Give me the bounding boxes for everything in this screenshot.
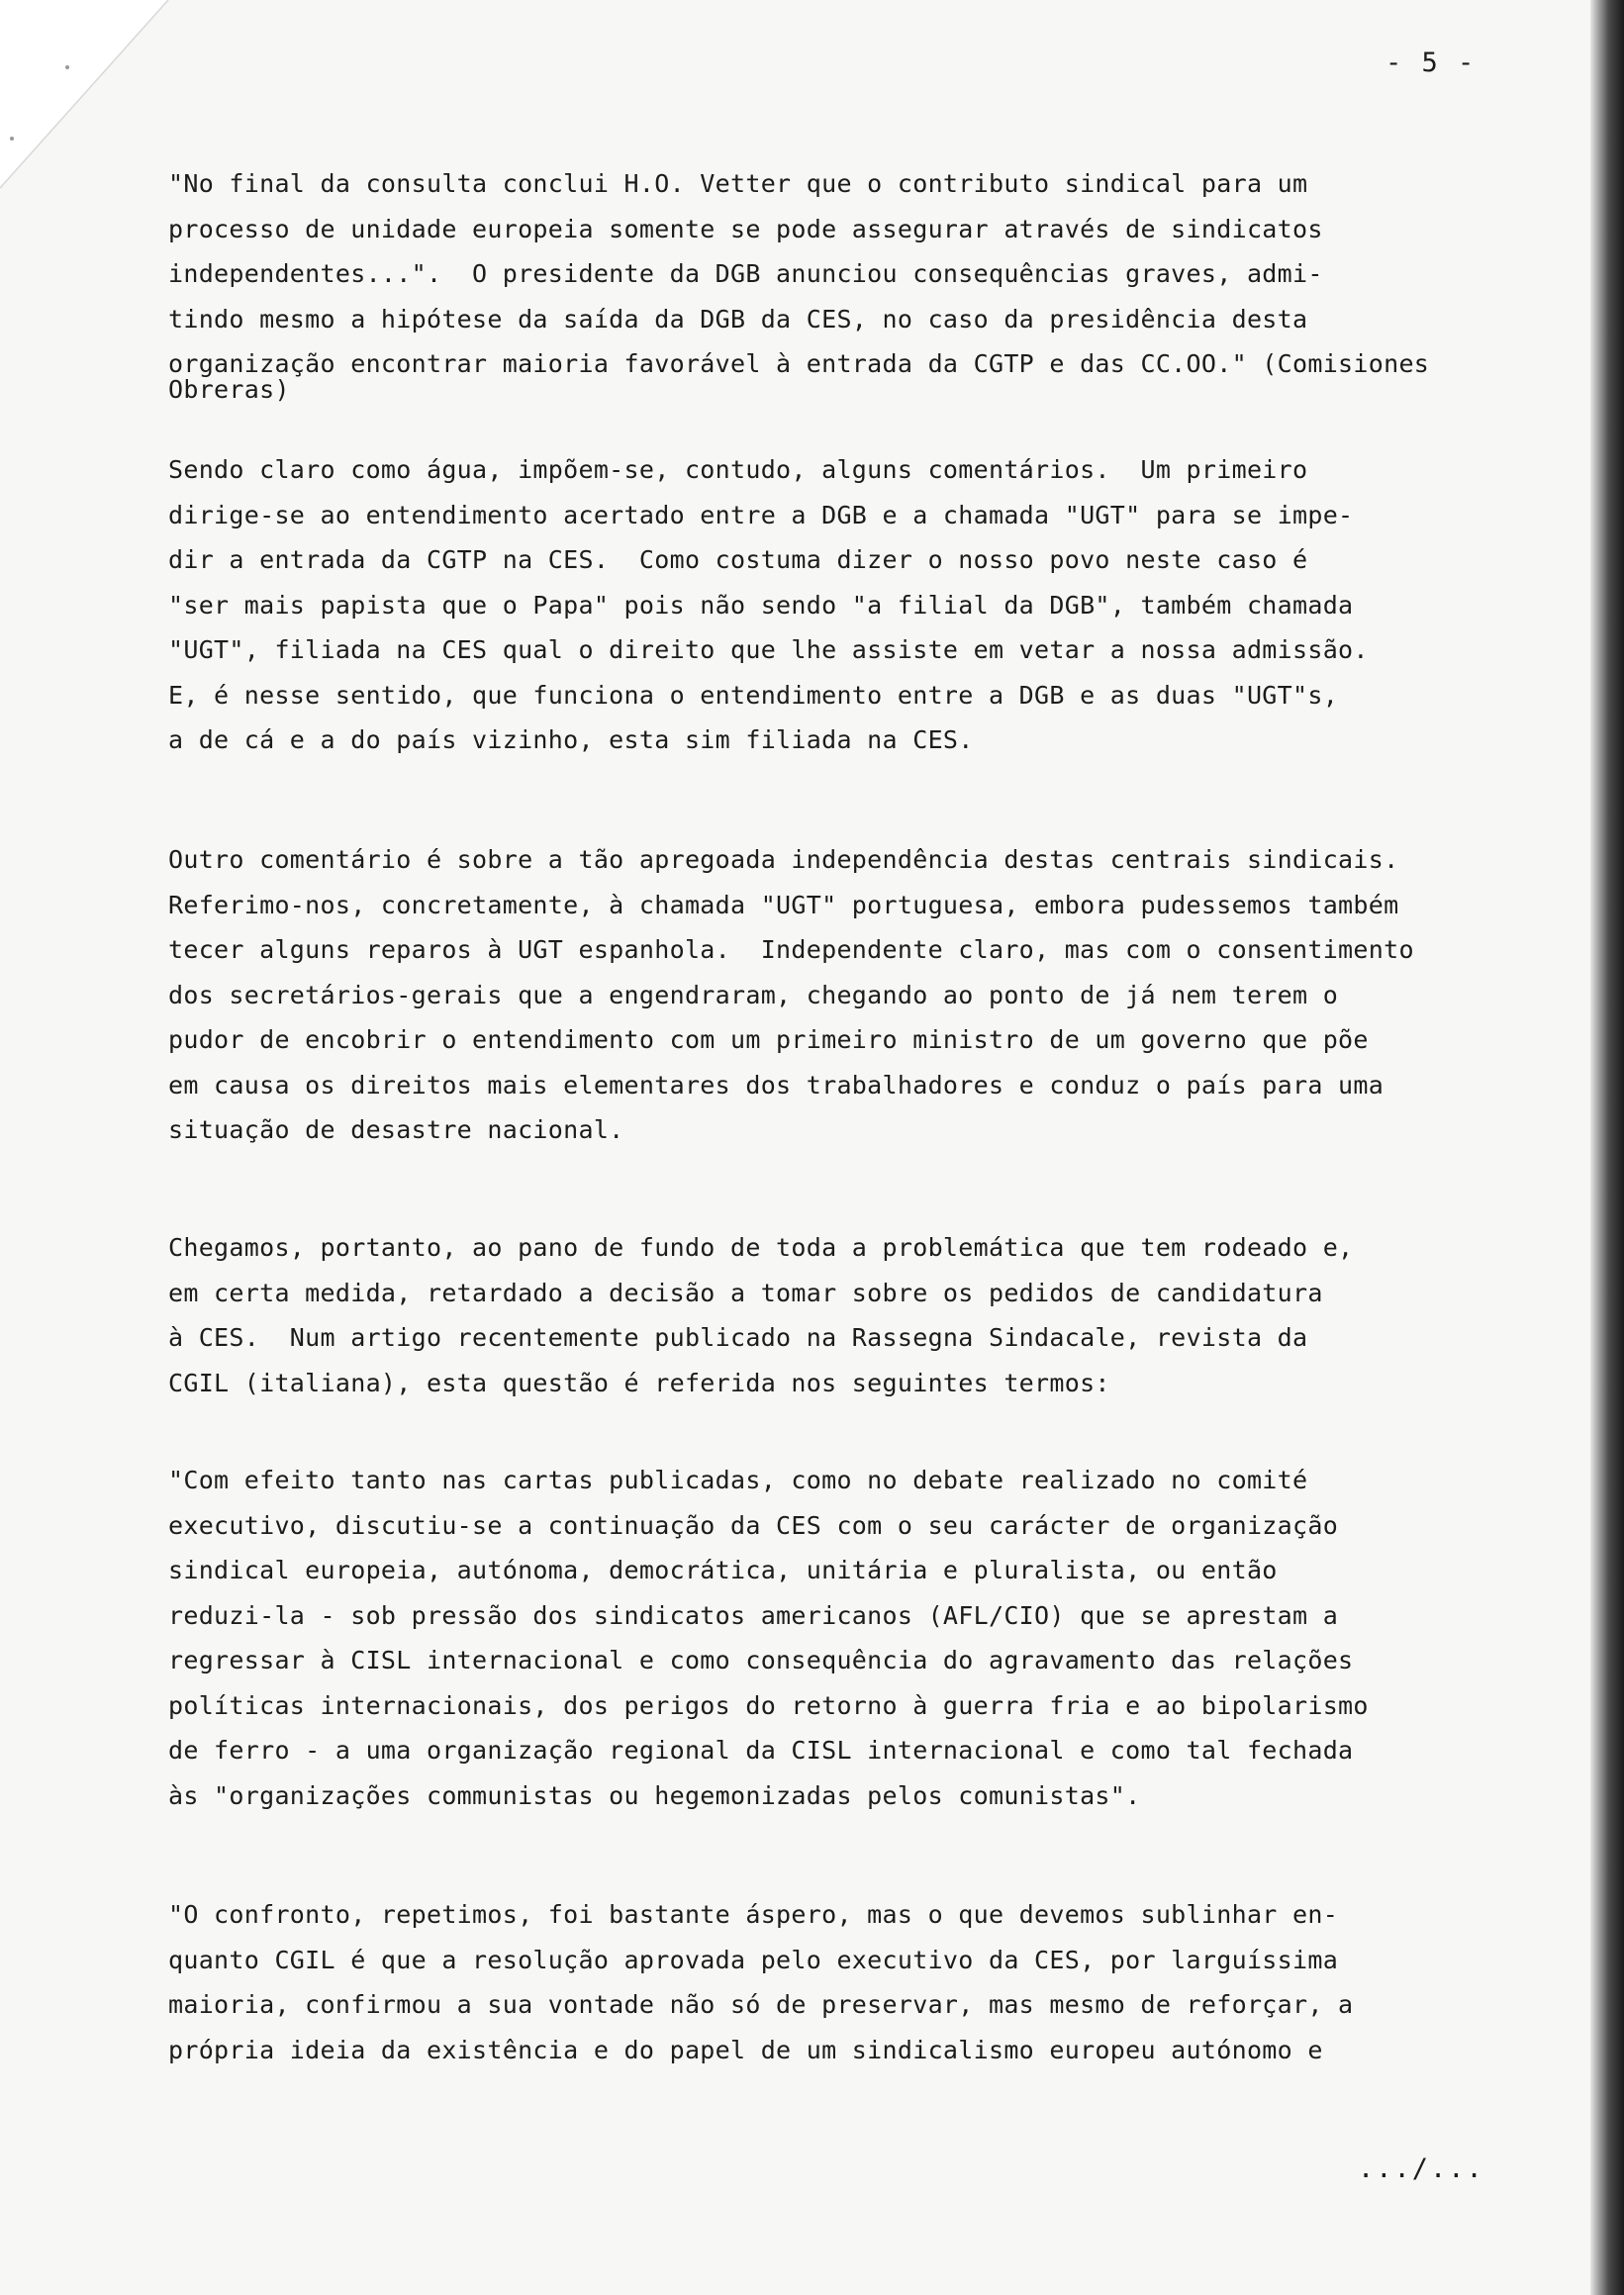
text-line: Obreras) bbox=[168, 375, 290, 404]
text-line: dir a entrada da CGTP na CES. Como costuma dizer o nosso povo neste caso é bbox=[168, 545, 1308, 574]
text-line: pudor de encobrir o entendimento com um primeiro ministro de um governo que põe bbox=[168, 1025, 1369, 1054]
text-line: dos secretários-gerais que a engendraram, chegando ao ponto de já nem terem o bbox=[168, 980, 1339, 1009]
text-line: "Com efeito tanto nas cartas publicadas, como no debate realizado no comité bbox=[168, 1466, 1308, 1494]
text-line: "No final da consulta conclui H.O. Vetter que o contributo sindical para um bbox=[168, 169, 1308, 198]
text-line: sindical europeia, autónoma, democrática, unitária e pluralista, ou então bbox=[168, 1556, 1278, 1584]
text-line: em causa os direitos mais elementares dos trabalhadores e conduz o país para uma bbox=[168, 1070, 1385, 1100]
continuation-marker: .../... bbox=[1358, 2153, 1484, 2184]
paragraph-3 bbox=[168, 837, 1544, 1153]
text-line: organização encontrar maioria favorável à entrada da CGTP e das CC.OO." (Comisiones bbox=[168, 349, 1430, 378]
text-line: E, é nesse sentido, que funciona o entendimento entre a DGB e as duas "UGT"s, bbox=[168, 680, 1339, 710]
text-line: "UGT", filiada na CES qual o direito que lhe assiste em vetar a nossa admissão. bbox=[168, 635, 1369, 664]
text-line: dirige-se ao entendimento acertado entre a DGB e a chamada "UGT" para se impe- bbox=[168, 500, 1354, 529]
paragraph-4 bbox=[168, 1225, 1544, 1405]
text-line: própria ideia da existência e do papel de um sindicalismo europeu autónomo e bbox=[168, 2035, 1323, 2064]
text-line: tindo mesmo a hipótese da saída da DGB da CES, no caso da presidência desta bbox=[168, 304, 1308, 334]
page-number: - 5 - bbox=[1385, 48, 1477, 78]
text-line: CGIL (italiana), esta questão é referida nos seguintes termos: bbox=[168, 1368, 1110, 1397]
text-line: em certa medida, retardado a decisão a tomar sobre os pedidos de candidatura bbox=[168, 1278, 1323, 1307]
text-line: Referimo-nos, concretamente, à chamada "UGT" portuguesa, embora pudessemos também bbox=[168, 890, 1399, 919]
text-line: Outro comentário é sobre a tão apregoada independência destas centrais sindicais. bbox=[168, 845, 1399, 874]
text-line: situação de desastre nacional. bbox=[168, 1115, 624, 1144]
text-line: "O confronto, repetimos, foi bastante áspero, mas o que devemos sublinhar en- bbox=[168, 1900, 1339, 1929]
text-line: tecer alguns reparos à UGT espanhola. Independente claro, mas com o consentimento bbox=[168, 935, 1414, 964]
text-line: quanto CGIL é que a resolução aprovada pelo executivo da CES, por larguíssima bbox=[168, 1945, 1339, 1974]
text-line: políticas internacionais, dos perigos do retorno à guerra fria e ao bipolarismo bbox=[168, 1690, 1369, 1720]
text-line: às "organizações communistas ou hegemonizadas pelos comunistas". bbox=[168, 1780, 1141, 1810]
paragraph-5 bbox=[168, 1458, 1544, 1818]
text-line: processo de unidade europeia somente se pode assegurar através de sindicatos bbox=[168, 214, 1323, 243]
text-line: reduzi-la - sob pressão dos sindicatos americanos (AFL/CIO) que se aprestam a bbox=[168, 1600, 1339, 1630]
text-line: de ferro - a uma organização regional da CISL internacional e como tal fechada bbox=[168, 1736, 1354, 1765]
text-line: a de cá e a do país vizinho, esta sim filiada na CES. bbox=[168, 725, 974, 754]
text-line: independentes...". O presidente da DGB anunciou consequências graves, admi- bbox=[168, 259, 1323, 288]
text-line: Sendo claro como água, impõem-se, contudo, alguns comentários. Um primeiro bbox=[168, 455, 1308, 484]
text-line: à CES. Num artigo recentemente publicado na Rassegna Sindacale, revista da bbox=[168, 1323, 1308, 1352]
text-line: regressar à CISL internacional e como consequência do agravamento das relações bbox=[168, 1646, 1354, 1674]
text-line: maioria, confirmou a sua vontade não só de preservar, mas mesmo de reforçar, a bbox=[168, 1990, 1354, 2019]
paragraph-1 bbox=[168, 161, 1544, 403]
text-line: Chegamos, portanto, ao pano de fundo de toda a problemática que tem rodeado e, bbox=[168, 1233, 1354, 1262]
text-line: "ser mais papista que o Papa" pois não sendo "a filial da DGB", também chamada bbox=[168, 590, 1354, 620]
paragraph-2 bbox=[168, 447, 1544, 763]
paragraph-6 bbox=[168, 1892, 1544, 2072]
scanned-page-edge bbox=[1590, 0, 1624, 2295]
text-line: executivo, discutiu-se a continuação da CES com o seu carácter de organização bbox=[168, 1510, 1339, 1540]
